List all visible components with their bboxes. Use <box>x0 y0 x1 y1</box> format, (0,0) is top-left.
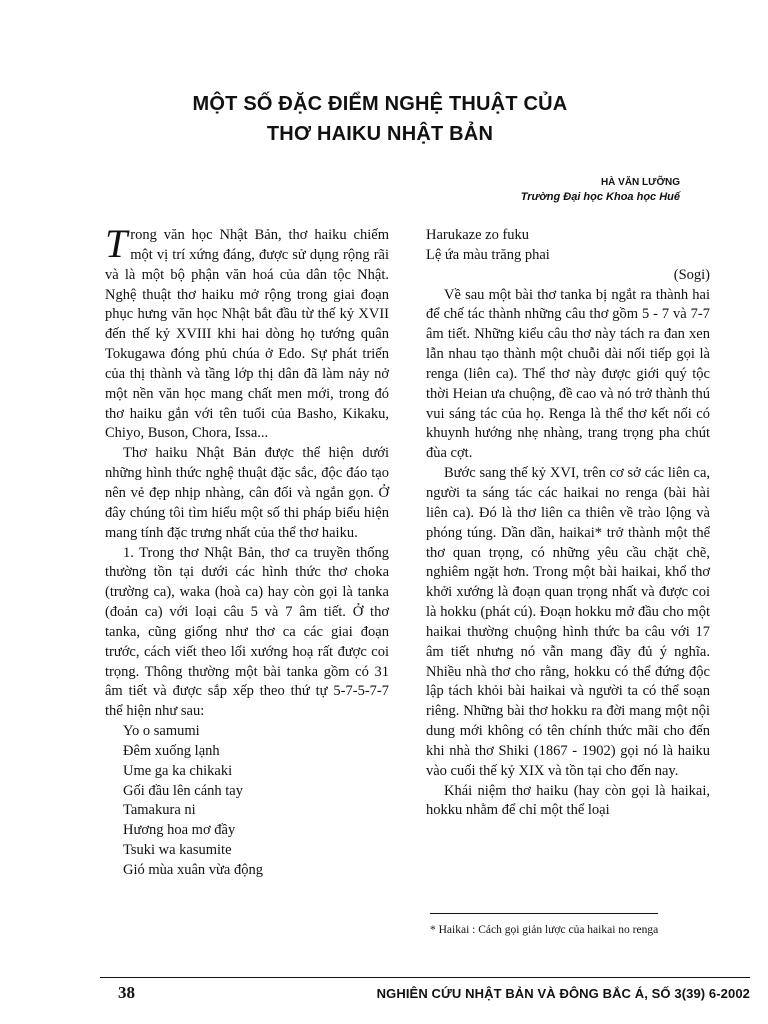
article-title-line-1: MỘT SỐ ĐẶC ĐIỂM NGHỆ THUẬT CỦA <box>192 93 568 115</box>
paragraph-haiku-concept: Khái niệm thơ haiku (hay còn gọi là haikai, hokku nhằm để chỉ một thể loại <box>426 782 710 819</box>
intro-paragraph-text: rong văn học Nhật Bản, thơ haiku chiếm một vị trí xứng đáng, được sử dụng rộng rãi và là một bộ phận văn hoá của dân tộc Nhật. Nghệ thuật thơ haiku mở rộng trong giai đoạn phục hưng văn học Nhật bắt đầu từ thế kỷ XVII đến thế kỷ XVIII khi hai dòng họ tướng quân Tokugawa đóng phủ chúa ở Edo. Sự phát triển của thị thành và tầng lớp thị dân đã làm nảy nở một nền văn học mang chất men mới, trong đó thơ haiku gắn với tên tuổi của Basho, Kikaku, Chiyo, Buson, Chora, Issa... <box>105 227 389 442</box>
drop-cap: T <box>105 221 128 266</box>
poem-line: Gió mùa xuân vừa động <box>123 862 263 878</box>
author-block <box>521 177 680 203</box>
paragraph-renga: Về sau một bài thơ tanka bị ngắt ra thành hai để chế tác thành những câu thơ gồm 5 - 7 và 7-7 âm tiết. Những kiểu câu thơ này tách ra đan xen lẫn nhau tạo thành một chuỗi dài nối tiếp gọi là renga (liên ca). Thể thơ này được giới quý tộc thời Heian ưa chuộng, đề cao và nó trở thành thú vui sáng tác của họ. Renga là thể thơ kết nối có khuynh hướng nhẹ nhàng, trang trọng pha chút đùa cợt. <box>426 286 710 462</box>
paragraph-section-1: 1. Trong thơ Nhật Bản, thơ ca truyền thống thường tồn tại dưới các hình thức thơ choka (trường ca), waka (hoà ca) hay còn gọi là tanka (đoản ca) với loại câu 5 và 7 âm tiết. Ở thơ tanka, cũng giống như thơ ca các giai đoạn trước, cách viết theo lối xướng hoạ rất được coi trọng. Thông thường một bài tanka gồm có 31 âm tiết và được sắp xếp theo thứ tự 5-7-5-7-7 thể hiện như sau: <box>105 544 389 720</box>
poem-line: Yo o samumi <box>123 723 200 740</box>
intro-paragraph <box>105 221 389 444</box>
footer-divider <box>100 977 750 978</box>
paragraph-forms: Thơ haiku Nhật Bản được thể hiện dưới những hình thức nghệ thuật đặc sắc, độc đáo tạo nên vẻ đẹp nhịp nhàng, cân đối và ngắn gọn. Ở đây chúng tôi tìm hiểu một số thi pháp biểu hiện mang tính đặc trưng nhất của thể thơ haiku. <box>105 445 389 541</box>
poem-line: Tsuki wa kasumite <box>123 842 232 859</box>
poem-line: Lệ ứa màu trăng phai <box>426 246 550 263</box>
tanka-poem-continued <box>426 226 710 266</box>
tanka-poem <box>105 722 389 881</box>
footnote: * Haikai : Cách gọi giản lược của haikai no renga <box>430 924 659 936</box>
poem-line: Hương hoa mơ đầy <box>123 822 236 839</box>
article-title-line-2: THƠ HAIKU NHẬT BẢN <box>266 123 494 145</box>
author-name: HÀ VĂN LƯỠNG <box>600 177 680 188</box>
paragraph-haikai: Bước sang thế kỷ XVI, trên cơ sở các liên ca, người ta sáng tác các haikai no renga (bài hài liên ca). Đó là thơ liên ca thiên về trào lộng và phóng túng. Dần dần, haikai* trở thành một thể thơ quan trọng, có những yêu cầu chặt chẽ, nghiêm ngặt hơn. Trong một bài haikai, khổ thơ khởi xướng là đoạn quan trọng nhất và được coi là hokku (phát cú). Đoạn hokku mở đầu cho một haikai thường chuộng hình thức ba câu với 17 âm tiết nhưng nó vẫn mang đầy đủ ý nghĩa. Nhiều nhà thơ cho rằng, hokku có thể đứng độc lập tách khỏi bài haikai và người ta có thể soạn riêng. Những bài thơ hokku ra đời mang một nội dung mới không có tên chính thức mãi cho đến khi nhà thơ Shiki (1867 - 1902) gọi nó là haiku vào cuối thế kỷ XIX và tồn tại cho đến nay. <box>426 465 710 779</box>
left-column <box>105 221 389 881</box>
poem-line: Ume ga ka chikaki <box>123 762 233 779</box>
author-affiliation: Trường Đại học Khoa học Huế <box>520 191 680 203</box>
poem-line: Gối đầu lên cánh tay <box>123 782 243 799</box>
page-number: 38 <box>118 983 135 1002</box>
journal-running-footer: NGHIÊN CỨU NHẬT BẢN VÀ ĐÔNG BẮC Á, SỐ 3(39) 6-2002 <box>376 986 750 1001</box>
poem-line: Tamakura ni <box>123 802 196 819</box>
poem-line: Harukaze zo fuku <box>426 227 530 243</box>
right-column <box>426 226 710 821</box>
footnote-divider <box>430 913 658 914</box>
poem-line: Đêm xuống lạnh <box>123 742 220 759</box>
poem-author: (Sogi) <box>673 266 710 283</box>
